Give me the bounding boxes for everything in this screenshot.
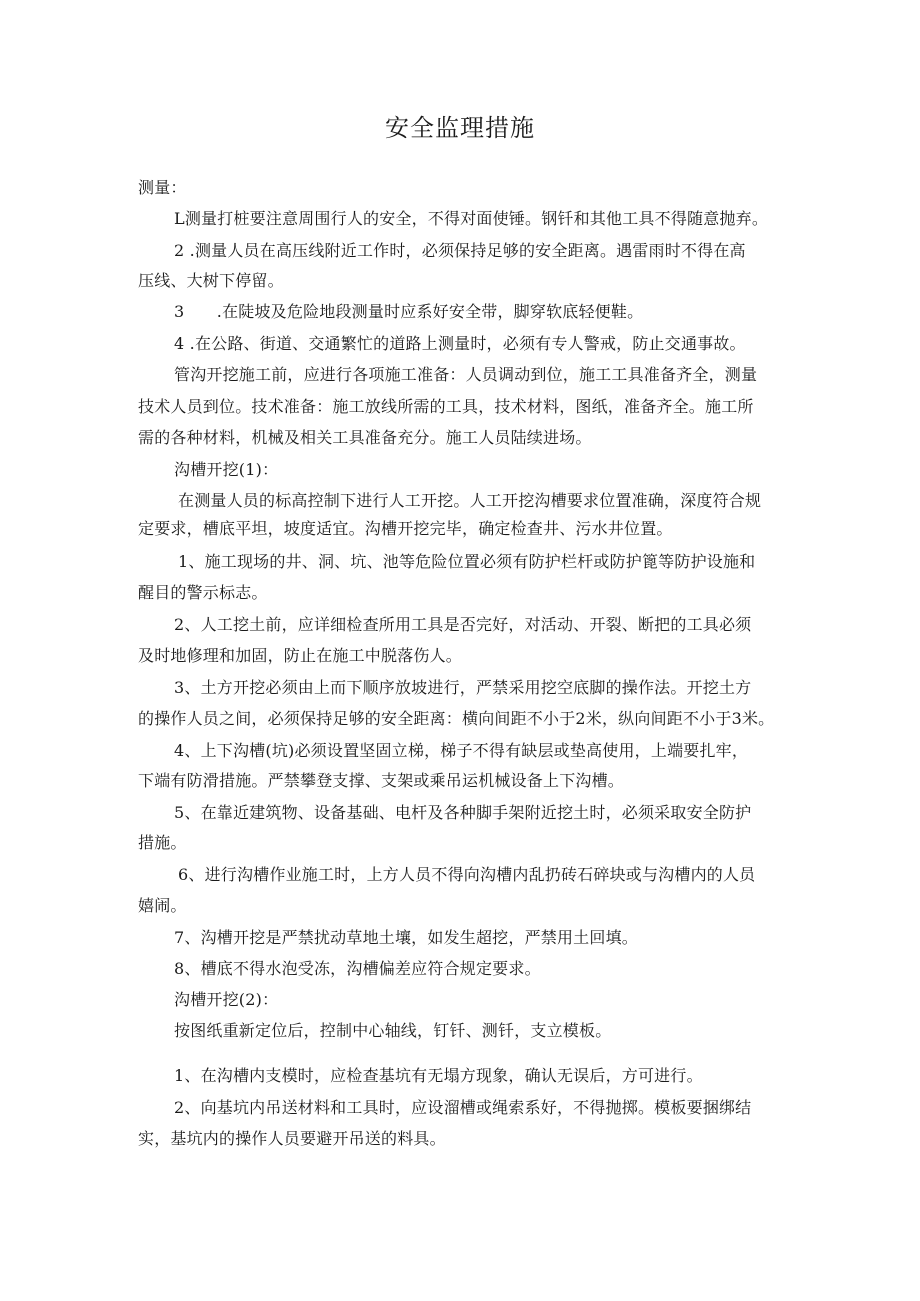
paragraph-line: 1、施工现场的井、洞、坑、池等危险位置必须有防护栏杆或防护篦等防护设施和 (178, 552, 756, 571)
paragraph-line: 5、在靠近建筑物、设备基础、电杆及各种脚手架附近挖土时，必须采取安全防护 (174, 803, 752, 822)
section-heading-trench-2: 沟槽开挖(2)： (174, 990, 279, 1009)
section-heading-survey: 测量： (138, 178, 187, 197)
paragraph-line: 管沟开挖施工前，应进行各项施工准备：人员调动到位，施工工具准备齐全，测量 (174, 365, 758, 384)
section-heading-trench-1: 沟槽开挖(1)： (174, 460, 279, 479)
paragraph-line: 嬉闹。 (138, 896, 187, 915)
paragraph-line: 下端有防滑措施。严禁攀登支撑、支架或乘吊运机械设备上下沟槽。 (138, 771, 625, 790)
paragraph-line: 定要求，槽底平坦，坡度适宜。沟槽开挖完毕，确定检查井、污水井位置。 (138, 519, 673, 538)
paragraph-line: 1、在沟槽内支模时，应检查基坑有无塌方现象，确认无误后，方可进行。 (174, 1066, 703, 1085)
paragraph-line: 2、人工挖土前，应详细检查所用工具是否完好，对活动、开裂、断把的工具必须 (174, 615, 752, 634)
paragraph-line: 2 .测量人员在高压线附近工作时，必须保持足够的安全距离。遇雷雨时不得在高 (174, 241, 746, 260)
paragraph-line: 7、沟槽开挖是严禁扰动草地土壤，如发生超挖，严禁用土回填。 (174, 928, 638, 947)
paragraph-line: 在测量人员的标高控制下进行人工开挖。人工开挖沟槽要求位置准确，深度符合规 (178, 491, 762, 510)
paragraph-line: 3 .在陡坡及危险地段测量时应系好安全带，脚穿软底轻便鞋。 (174, 302, 644, 321)
paragraph-line: 4 .在公路、街道、交通繁忙的道路上测量时，必须有专人警戒，防止交通事故。 (174, 334, 746, 353)
paragraph-line: 需的各种材料，机械及相关工具准备充分。施工人员陆续进场。 (138, 428, 592, 447)
paragraph-line: 按图纸重新定位后，控制中心轴线，钉钎、测钎，支立模板。 (174, 1021, 612, 1040)
paragraph-line: 的操作人员之间，必须保持足够的安全距离：横向间距不小于2米，纵向间距不小于3米。 (138, 709, 775, 728)
document-title: 安全监理措施 (385, 114, 535, 142)
paragraph-line: L测量打桩要注意周围行人的安全，不得对面使锤。钢钎和其他工具不得随意抛弃。 (174, 209, 769, 228)
paragraph-line: 措施。 (138, 833, 187, 852)
paragraph-line: 技术人员到位。技术准备：施工放线所需的工具，技术材料，图纸，准备齐全。施工所 (138, 397, 754, 416)
paragraph-line: 及时地修理和加固，防止在施工中脱落伤人。 (138, 646, 463, 665)
paragraph-line: 实，基坑内的操作人员要避开吊送的料具。 (138, 1129, 446, 1148)
paragraph-line: 6、进行沟槽作业施工时，上方人员不得向沟槽内乱扔砖石碎块或与沟槽内的人员 (178, 865, 756, 884)
paragraph-line: 8、槽底不得水泡受冻，沟槽偏差应符合规定要求。 (174, 959, 541, 978)
paragraph-line: 4、上下沟槽(坑)必须设置坚固立梯，梯子不得有缺层或垫高使用，上端要扎牢， (174, 741, 749, 760)
paragraph-line: 压线、大树下停留。 (138, 271, 284, 290)
paragraph-line: 2、向基坑内吊送材料和工具时，应设溜槽或绳索系好，不得抛掷。模板要捆绑结 (174, 1098, 752, 1117)
paragraph-line: 3、土方开挖必须由上而下顺序放坡进行，严禁采用挖空底脚的操作法。开挖土方 (174, 678, 752, 697)
paragraph-line: 醒目的警示标志。 (138, 583, 268, 602)
